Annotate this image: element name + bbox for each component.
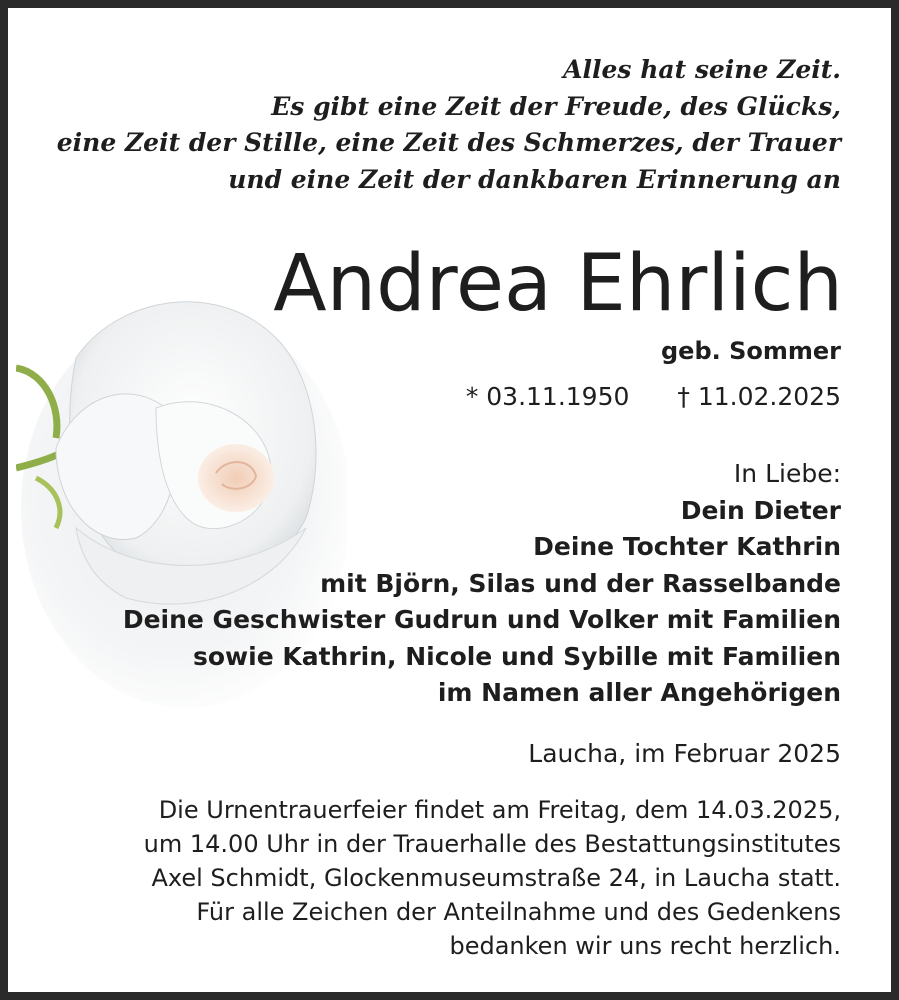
funeral-line: Für alle Zeichen der Anteilnahme und des Gedenkens bbox=[196, 898, 841, 926]
mourner-line: Deine Tochter Kathrin bbox=[533, 532, 841, 561]
funeral-line: bedanken wir uns recht herzlich. bbox=[449, 932, 841, 960]
life-dates bbox=[466, 378, 841, 416]
funeral-line: Die Urnentrauerfeier findet am Freitag, dem 14.03.2025, bbox=[158, 796, 841, 824]
birth-date: * 03.11.1950 bbox=[465, 382, 630, 411]
poem bbox=[57, 52, 841, 198]
funeral-line: um 14.00 Uhr in der Trauerhalle des Bestattungsinstitutes bbox=[143, 830, 841, 858]
birth-name: geb. Sommer bbox=[660, 337, 841, 365]
deceased-name: Andrea Ehrlich bbox=[273, 239, 843, 329]
mourner-line: mit Björn, Silas und der Rasselbande bbox=[320, 568, 841, 598]
mourner-line: sowie Kathrin, Nicole und Sybille mit Familien bbox=[192, 641, 841, 671]
mourners-intro: In Liebe: bbox=[733, 459, 841, 488]
funeral-line: Axel Schmidt, Glockenmuseumstraße 24, in Laucha statt. bbox=[151, 864, 841, 892]
place-date: Laucha, im Februar 2025 bbox=[528, 739, 841, 768]
funeral-notice bbox=[144, 793, 841, 963]
mourner-line: Dein Dieter bbox=[680, 495, 841, 525]
poem-line: Es gibt eine Zeit der Freude, des Glücks, bbox=[271, 91, 841, 121]
mourners-list bbox=[123, 456, 841, 712]
poem-line: Alles hat seine Zeit. bbox=[563, 55, 841, 84]
mourner-line: Deine Geschwister Gudrun und Volker mit Familien bbox=[122, 605, 841, 634]
poem-line: eine Zeit der Stille, eine Zeit des Schmerzes, der Trauer bbox=[56, 128, 841, 157]
poem-line: und eine Zeit der dankbaren Erinnerung an bbox=[228, 164, 841, 194]
mourner-line: im Namen aller Angehörigen bbox=[437, 678, 841, 707]
death-date: † 11.02.2025 bbox=[677, 382, 841, 411]
